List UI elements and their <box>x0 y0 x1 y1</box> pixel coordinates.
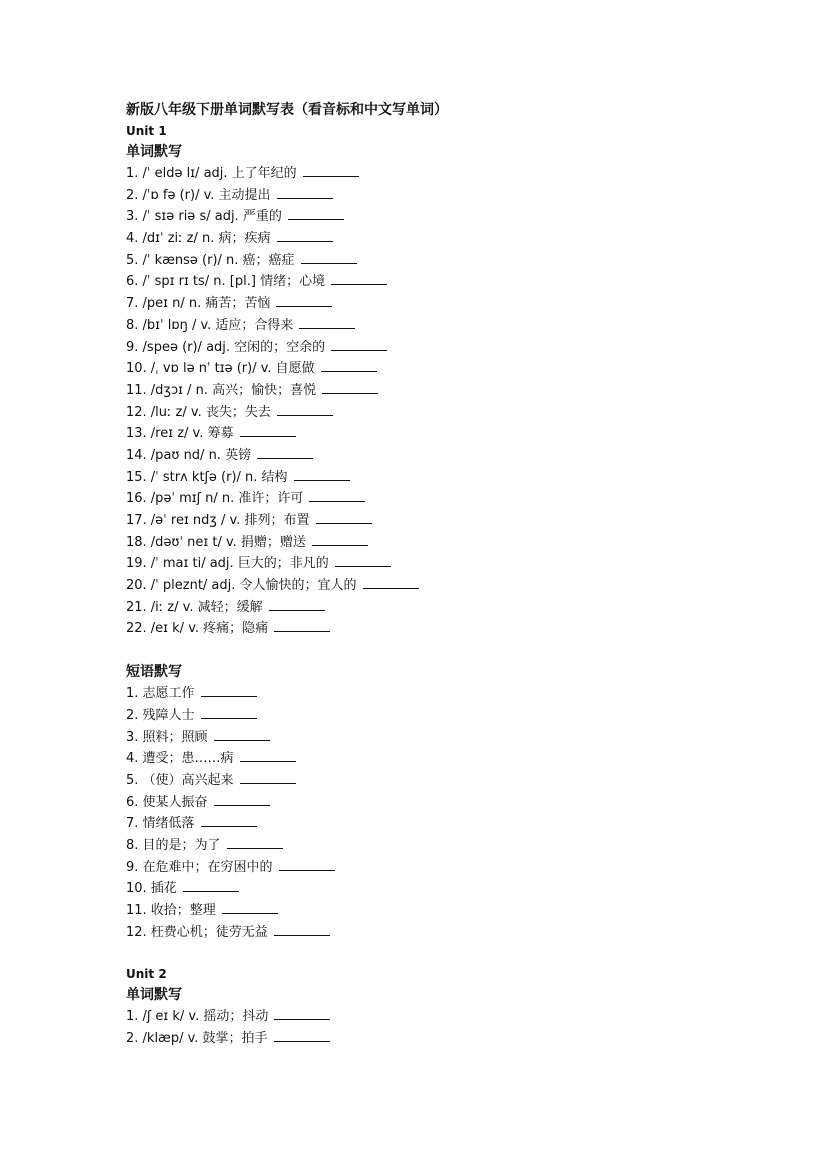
unit-1-phrases-heading: 短语默写 <box>126 664 182 681</box>
answer-blank[interactable] <box>214 728 270 741</box>
word-item-text: 9. /speə (r)/ adj. 空闲的；空余的 <box>126 339 326 355</box>
phrase-item-text: 6. 使某人振奋 <box>126 794 208 810</box>
worksheet-page <box>126 99 766 1050</box>
word-item-text: 15. /ˈ strʌ ktʃə (r)/ n. 结构 <box>126 469 288 485</box>
word-item-text: 13. /reɪ z/ v. 筹募 <box>126 426 234 442</box>
unit-1-label: Unit 1 <box>126 124 167 138</box>
answer-blank[interactable] <box>301 251 357 264</box>
answer-blank[interactable] <box>321 359 377 372</box>
answer-blank[interactable] <box>274 619 330 632</box>
word-item-text: 6. /ˈ spɪ rɪ ts/ n. [pl.] 情绪；心境 <box>126 274 326 290</box>
answer-blank[interactable] <box>312 533 368 546</box>
word-item-text: 10. /ˌ vɒ lə nˈ tɪə (r)/ v. 自愿做 <box>126 361 315 377</box>
word-item <box>126 185 766 207</box>
word-item <box>126 510 766 532</box>
answer-blank[interactable] <box>288 207 344 220</box>
answer-blank[interactable] <box>274 923 330 936</box>
word-item <box>126 228 766 250</box>
answer-blank[interactable] <box>331 272 387 285</box>
answer-blank[interactable] <box>322 381 378 394</box>
answer-blank[interactable] <box>274 1007 330 1020</box>
answer-blank[interactable] <box>299 316 355 329</box>
word-item <box>126 337 766 359</box>
word-item <box>126 402 766 424</box>
answer-blank[interactable] <box>277 186 333 199</box>
answer-blank[interactable] <box>316 511 372 524</box>
phrase-item-text: 8. 目的是；为了 <box>126 837 221 853</box>
phrase-item <box>126 922 766 944</box>
phrase-item-text: 11. 收拾；整理 <box>126 903 216 918</box>
word-item <box>126 358 766 380</box>
word-item-text: 2. /ˈɒ fə (r)/ v. 主动提出 <box>126 187 271 203</box>
answer-blank[interactable] <box>331 338 387 351</box>
answer-blank[interactable] <box>240 424 296 437</box>
word-item-text: 21. /iː z/ v. 减轻；缓解 <box>126 599 263 615</box>
word-item <box>126 380 766 402</box>
word-item <box>126 575 766 597</box>
answer-blank[interactable] <box>335 554 391 567</box>
word-item <box>126 467 766 489</box>
word-item <box>126 488 766 510</box>
answer-blank[interactable] <box>201 814 257 827</box>
unit-1-word-list <box>126 163 766 640</box>
word-item-text: 1. /ʃ eɪ k/ v. 摇动；抖动 <box>126 1009 269 1025</box>
unit-2-word-list <box>126 1006 766 1049</box>
answer-blank[interactable] <box>276 294 332 307</box>
answer-blank[interactable] <box>277 403 333 416</box>
unit-2-words-heading: 单词默写 <box>126 987 182 1004</box>
answer-blank[interactable] <box>303 164 359 177</box>
word-item <box>126 315 766 337</box>
phrase-item-text: 3. 照料；照顾 <box>126 729 208 745</box>
phrase-item-text: 7. 情绪低落 <box>126 816 195 832</box>
page-title: 新版八年级下册单词默写表（看音标和中文写单词） <box>126 102 448 118</box>
phrase-item-text: 4. 遭受；患……病 <box>126 751 234 767</box>
answer-blank[interactable] <box>269 598 325 611</box>
word-item-text: 4. /dɪˈ ziː z/ n. 病；疾病 <box>126 231 271 247</box>
spacer <box>126 640 766 661</box>
word-item-text: 2. /klæp/ v. 鼓掌；拍手 <box>126 1031 268 1047</box>
phrase-item-text: 9. 在危难中；在穷困中的 <box>126 859 273 875</box>
unit-1-phrase-list <box>126 683 766 943</box>
word-item-text: 1. /ˈ eldə lɪ/ adj. 上了年纪的 <box>126 166 297 181</box>
answer-blank[interactable] <box>363 576 419 589</box>
answer-blank[interactable] <box>201 706 257 719</box>
phrase-item-text: 12. 枉费心机；徒劳无益 <box>126 924 268 940</box>
answer-blank[interactable] <box>183 879 239 892</box>
word-item-text: 22. /eɪ k/ v. 疼痛；隐痛 <box>126 621 269 637</box>
phrase-item-text: 5. （使）高兴起来 <box>126 772 234 788</box>
answer-blank[interactable] <box>201 684 257 697</box>
word-item-text: 7. /peɪ n/ n. 痛苦；苦恼 <box>126 296 271 312</box>
word-item <box>126 1028 766 1050</box>
word-item-text: 14. /paʊ nd/ n. 英镑 <box>126 447 252 463</box>
word-item-text: 19. /ˈ maɪ ti/ adj. 巨大的；非凡的 <box>126 556 329 572</box>
phrase-item-text: 2. 残障人士 <box>126 707 195 723</box>
word-item-text: 5. /ˈ kænsə (r)/ n. 癌；癌症 <box>126 252 295 268</box>
answer-blank[interactable] <box>240 771 296 784</box>
phrase-item <box>126 813 766 835</box>
word-item-text: 11. /dʒɔɪ / n. 高兴；愉快；喜悦 <box>126 382 317 398</box>
word-item <box>126 553 766 575</box>
word-item-text: 8. /bɪˈ lɒŋ / v. 适应；合得来 <box>126 317 294 333</box>
word-item-text: 17. /əˈ reɪ ndʒ / v. 排列；布置 <box>126 513 310 528</box>
word-item <box>126 423 766 445</box>
phrase-item <box>126 705 766 727</box>
word-item <box>126 618 766 640</box>
spacer <box>126 943 766 965</box>
unit-2-label: Unit 2 <box>126 967 167 982</box>
answer-blank[interactable] <box>240 749 296 762</box>
answer-blank[interactable] <box>227 836 283 849</box>
answer-blank[interactable] <box>222 901 278 914</box>
word-item-text: 18. /dəʊˈ neɪ t/ v. 捐赠；赠送 <box>126 534 306 550</box>
phrase-item <box>126 727 766 749</box>
word-item <box>126 293 766 315</box>
word-item <box>126 163 766 185</box>
word-item <box>126 445 766 467</box>
phrase-item <box>126 792 766 814</box>
answer-blank[interactable] <box>277 229 333 242</box>
phrase-item <box>126 835 766 857</box>
phrase-item <box>126 770 766 792</box>
phrase-item-text: 10. 插花 <box>126 881 177 897</box>
answer-blank[interactable] <box>309 489 365 502</box>
phrase-item <box>126 878 766 900</box>
phrase-item <box>126 857 766 879</box>
word-item-text: 16. /pəˈ mɪʃ n/ n. 准许；许可 <box>126 491 304 507</box>
word-item <box>126 597 766 619</box>
word-item <box>126 271 766 293</box>
word-item <box>126 206 766 228</box>
word-item-text: 3. /ˈ sɪə riə s/ adj. 严重的 <box>126 209 282 225</box>
phrase-item-text: 1. 志愿工作 <box>126 686 195 702</box>
answer-blank[interactable] <box>214 793 270 806</box>
word-item-text: 12. /luː z/ v. 丧失；失去 <box>126 404 271 420</box>
answer-blank[interactable] <box>257 446 313 459</box>
unit-1-words-heading: 单词默写 <box>126 144 182 160</box>
answer-blank[interactable] <box>294 468 350 481</box>
word-item <box>126 1006 766 1028</box>
phrase-item <box>126 748 766 770</box>
phrase-item <box>126 900 766 922</box>
word-item-text: 20. /ˈ pleznt/ adj. 令人愉快的；宜人的 <box>126 578 357 594</box>
phrase-item <box>126 683 766 705</box>
answer-blank[interactable] <box>274 1029 330 1042</box>
word-item <box>126 250 766 272</box>
word-item <box>126 532 766 554</box>
answer-blank[interactable] <box>279 858 335 871</box>
